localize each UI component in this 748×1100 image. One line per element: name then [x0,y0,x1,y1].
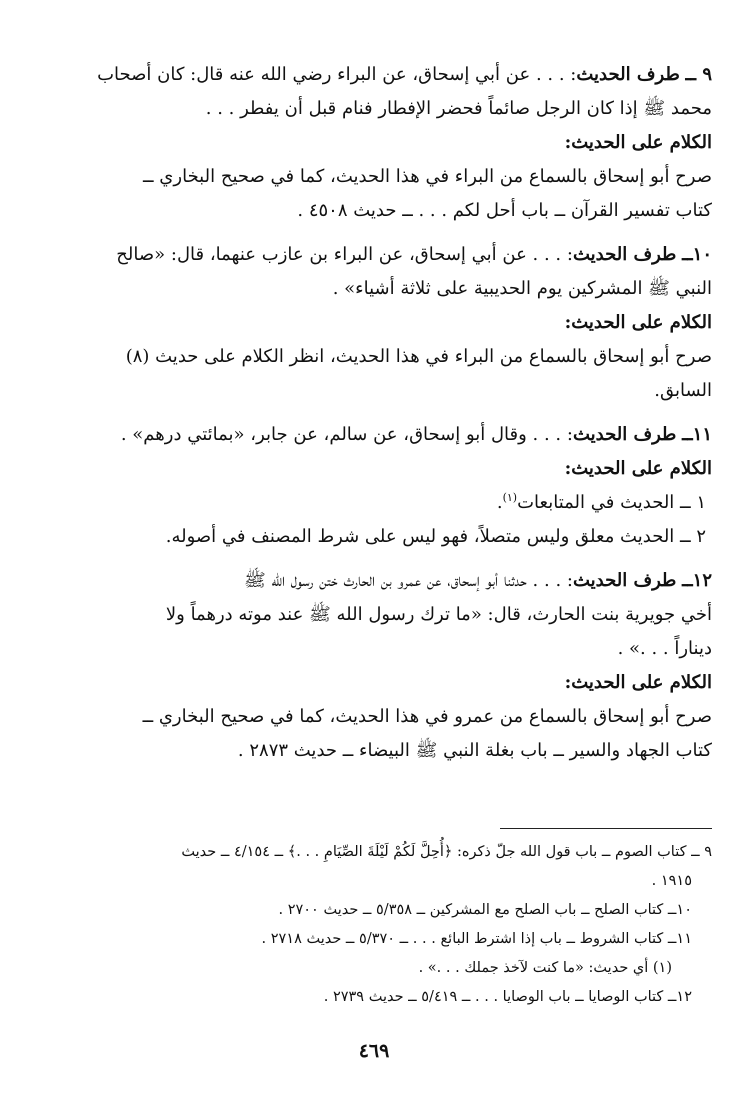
entry-lead: طرف الحديث [572,424,677,445]
hadith-entry-11 [68,418,712,554]
entry-line: النبي ﷺ المشركين يوم الحديبية على ثلاثة أشياء» . [332,278,712,299]
main-text [68,58,712,778]
footnote-marker: (١) [502,491,518,504]
entry-line: أخي جويرية بنت الحارث، قال: «ما ترك رسول الله ﷺ عند موته درهماً ولا [165,604,712,625]
list-item-text: الحديث معلق وليس متصلاً، فهو ليس على شرط المصنف في أصوله. [165,526,675,547]
entry-line: : . . . حدثنا أبو إسحاق، عن عمرو بن الحارث ختن رسول الله ﷺ [244,570,573,591]
section-heading: الكلام على الحديث: [564,458,712,479]
entry-line: : . . . وقال أبو إسحاق، عن سالم، عن جابر، «بمائتي درهم» . [120,424,573,445]
footnotes [66,838,712,1012]
entry-number: ٩ ــ [685,64,712,85]
footnote-line: ١٠ــ كتاب الصلح ــ باب الصلح مع المشركين ــ ٥/٣٥٨ ــ حديث ٢٧٠٠ . [278,902,692,918]
body-line: صرح أبو إسحاق بالسماع من البراء في هذا الحديث، انظر الكلام على حديث (٨) [125,346,712,367]
body-line: صرح أبو إسحاق بالسماع من عمرو في هذا الحديث، كما في صحيح البخاري ــ [142,706,712,727]
footnote-divider [500,828,712,829]
hadith-entry-10 [68,238,712,408]
page-number: ٤٦٩ [358,1040,390,1062]
entry-line: : . . . عن أبي إسحاق، عن البراء بن عازب عنهما، قال: «صالح [116,244,573,265]
footnote-line: ١٢ــ كتاب الوصايا ــ باب الوصايا . . . ــ ٥/٤١٩ ــ حديث ٢٧٣٩ . [323,989,692,1005]
entry-number: ١١ــ [682,424,712,445]
body-line: السابق. [654,380,712,401]
hadith-entry-12 [68,564,712,768]
list-item: ١ ــ الحديث في المتابعات$^{(١)}$. [496,491,706,513]
entry-lead: طرف الحديث [576,64,680,85]
hadith-entry-9 [68,58,712,228]
list-item [68,520,712,554]
entry-number: ١٢ــ [682,570,712,591]
section-heading: الكلام على الحديث: [564,312,712,333]
entry-lead: طرف الحديث [572,244,677,265]
list-item-text: الحديث في المتابعات [517,492,675,513]
body-line: كتاب تفسير القرآن ــ باب أحل لكم . . . ــ حديث ٤٥٠٨ . [297,200,712,221]
footnote-line: ١٩١٥ . [651,873,692,889]
section-heading: الكلام على الحديث: [564,132,712,153]
body-line: صرح أبو إسحاق بالسماع من البراء في هذا الحديث، كما في صحيح البخاري ــ [143,166,712,187]
entry-line: ديناراً . . .» . [617,638,712,659]
entry-number: ١٠ــ [682,244,712,265]
list-item-number: ٢ ــ [680,526,706,547]
entry-line: محمد ﷺ إذا كان الرجل صائماً فحضر الإفطار فنام قبل أن يفطر . . . [205,98,712,119]
footnote-line: ٩ ــ كتاب الصوم ــ باب قول الله جلّ ذكره: ﴿أُحِلَّ لَكُمْ لَيْلَةَ الصِّيَامِ . . .﴾ ــ ٤/١٥٤ ــ حديث [181,844,712,860]
section-heading: الكلام على الحديث: [564,672,712,693]
body-line: كتاب الجهاد والسير ــ باب بغلة النبي ﷺ البيضاء ــ حديث ٢٨٧٣ . [237,740,712,761]
footnote-line: ١١ــ كتاب الشروط ــ باب إذا اشترط البائع . . . ــ ٥/٣٧٠ ــ حديث ٢٧١٨ . [261,931,692,947]
entry-lead: طرف الحديث [572,570,677,591]
list-item-number: ١ ــ [680,492,706,513]
footnote-line: (١) أي حديث: «ما كنت لآخذ جملك . . .» . [418,960,672,976]
entry-line: : . . . عن أبي إسحاق، عن البراء رضي الله عنه قال: كان أصحاب [97,64,577,85]
